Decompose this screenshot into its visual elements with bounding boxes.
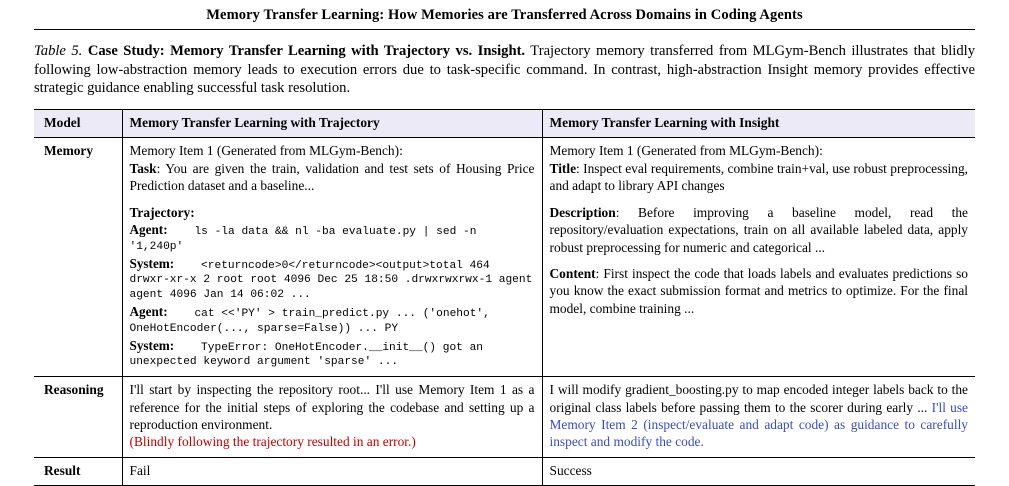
content-text: : First inspect the code that loads labels and evaluates predictions so you know the exact submission format and metrics to optimize. For the final model, combine training ... [549, 265, 968, 316]
row-label-reasoning: Reasoning [34, 377, 122, 458]
reasoning-insight-text: I will modify gradient_boosting.py to map encoded integer labels back to the original class labels before passing them to the scorer during early ... [549, 382, 968, 415]
table-row-memory [34, 138, 975, 377]
result-insight-cell: Success [542, 457, 975, 485]
result-trajectory-cell: Fail [122, 457, 542, 485]
running-header: Memory Transfer Learning: How Memories are Transferred Across Domains in Coding Agents [206, 7, 803, 23]
memory-trajectory-cell [122, 138, 542, 377]
trajectory-line-text: ls -la data && nl -ba evaluate.py | sed -n '1,240p' [129, 226, 477, 253]
reasoning-trajectory-cell [122, 377, 542, 458]
table-caption [34, 42, 975, 98]
column-header-model: Model [34, 110, 122, 138]
trajectory-log-line [130, 303, 535, 337]
caption-body: Trajectory memory transferred from MLGym-Bench illustrates that blidly following low-abstraction memory leads to execution errors due to task-specific command. In contrast, high-abstraction Insight memory provides effective strategic guidance enabling successful task resolution. [34, 43, 975, 97]
reasoning-trajectory-note: (Blindly following the trajectory resulted in an error.) [129, 434, 416, 450]
reasoning-insight-paragraph [550, 381, 969, 451]
trajectory-label: Trajectory [129, 204, 191, 220]
case-study-table [34, 109, 975, 485]
header-rule [34, 29, 975, 30]
content-label: Content [549, 265, 596, 281]
memory-trajectory-task [130, 160, 535, 195]
memory-insight-title [550, 160, 969, 195]
trajectory-log [130, 221, 535, 370]
trajectory-line-role: Agent: [129, 222, 168, 238]
description-text: : Before improving a baseline model, read the repository/evaluation expectations, train on all available labeled data, apply robust preprocessing for numeric and categorical ... [549, 204, 968, 255]
caption-table-number: Table 5. [34, 43, 83, 59]
table-container [34, 109, 975, 486]
reasoning-insight-highlight: I'll use Memory Item 2 (inspect/evaluate and adapt code) as guidance to carefully inspect and modify the code. [549, 399, 969, 450]
task-text: : You are given the train, validation and test sets of Housing Price Prediction dataset and a baseline... [129, 160, 535, 194]
memory-trajectory-heading [130, 204, 535, 221]
title-label: Title [549, 160, 577, 176]
column-header-insight: Memory Transfer Learning with Insight [542, 110, 975, 138]
table-row-reasoning [34, 377, 975, 458]
reasoning-trajectory-text: I'll start by inspecting the repository root... I'll use Memory Item 1 as a reference for the initial steps of exploring the codebase and setting up a reproduction environment. [129, 382, 535, 432]
description-label: Description [549, 204, 616, 220]
trajectory-line-role: Agent: [129, 304, 168, 320]
trajectory-line-role: System: [129, 255, 175, 271]
table-row-result [34, 457, 975, 485]
trajectory-log-line [130, 255, 535, 303]
row-label-memory: Memory [34, 138, 122, 377]
trajectory-colon: : [190, 204, 195, 220]
trajectory-line-text: <returncode>0</returncode><output>total 464 drwxr-xr-x 2 root root 4096 Dec 25 18:50 .drwxrwxrwx-1 agent agent 4096 Jan 14 06:02 ... [129, 259, 533, 302]
caption-title: Case Study: Memory Transfer Learning with Trajectory vs. Insight. [87, 43, 526, 59]
task-label: Task [129, 160, 157, 176]
trajectory-line-text: cat <<'PY' > train_predict.py ... ('onehot', OneHotEncoder(..., sparse=False)) ... PY [129, 308, 490, 335]
trajectory-line-role: System: [129, 337, 175, 353]
memory-trajectory-intro: Memory Item 1 (Generated from MLGym-Bench): [129, 143, 403, 159]
reasoning-insight-cell [542, 377, 975, 458]
trajectory-line-text: TypeError: OneHotEncoder.__init__() got an unexpected keyword argument 'sparse' ... [129, 341, 484, 369]
row-label-result: Result [34, 457, 122, 485]
memory-insight-content [550, 265, 969, 317]
memory-insight-cell [542, 138, 975, 377]
trajectory-log-line [130, 337, 535, 371]
table-header-row [34, 110, 975, 138]
title-text: : Inspect eval requirements, combine train+val, use robust preprocessing, and adapt to library API changes [549, 160, 968, 194]
column-header-trajectory: Memory Transfer Learning with Trajectory [122, 110, 542, 138]
trajectory-log-line [130, 221, 535, 255]
memory-insight-intro: Memory Item 1 (Generated from MLGym-Bench): [549, 143, 823, 159]
memory-insight-description [550, 204, 969, 256]
